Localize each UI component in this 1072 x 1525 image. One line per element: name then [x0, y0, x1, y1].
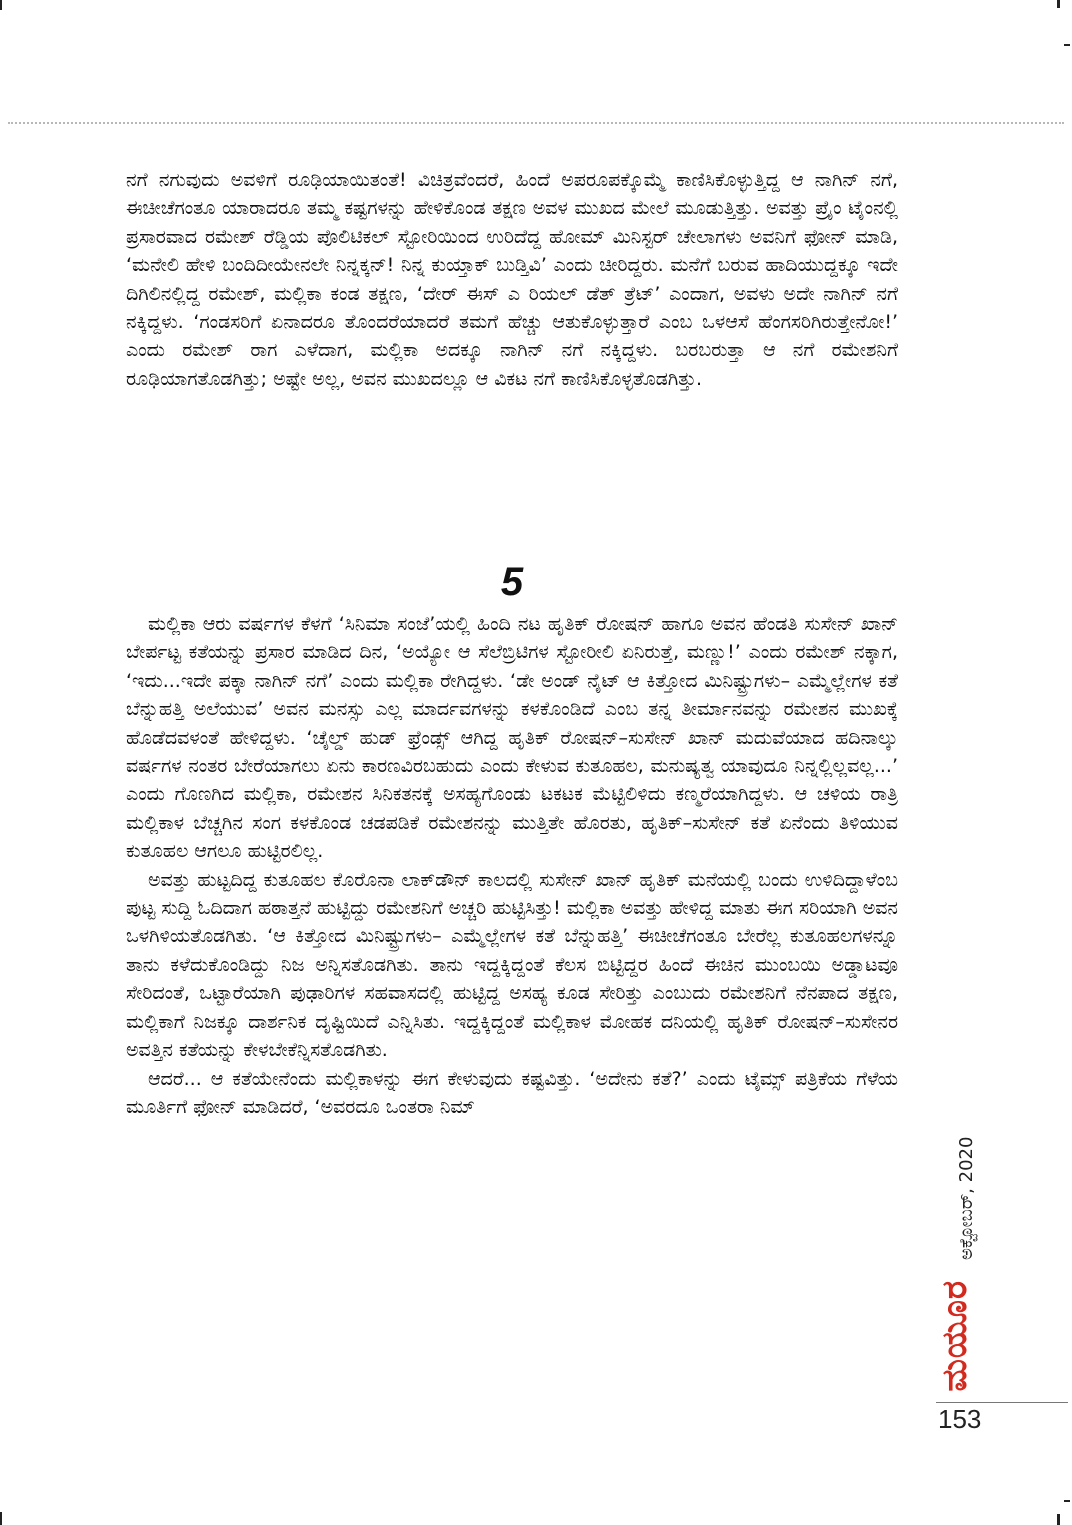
header-dotted-rule — [8, 122, 1064, 124]
crop-mark-right-bottom — [1064, 1500, 1070, 1502]
section-number: 5 — [500, 560, 524, 604]
section-paragraph-1: ಮಲ್ಲಿಕಾ ಆರು ವರ್ಷಗಳ ಕೆಳಗೆ ‘ಸಿನಿಮಾ ಸಂಜೆ’ಯಲ್ಲಿ ಹಿಂದಿ ನಟ ಹೃತಿಕ್ ರೋಷನ್ ಹಾಗೂ ಅವನ ಹೆಂಡತಿ ಸುಸೇನ್ ಖಾನ್ ಬೇರ್ಪಟ್ಟ ಕತೆಯನ್ನು ಪ್ರಸಾರ ಮಾಡಿದ ದಿನ, ‘ಅಯ್ಯೋ ಆ ಸೆಲೆಬ್ರಿಟಿಗಳ ಸ್ಟೋರೀಲಿ ಏನಿರುತ್ತೆ, ಮಣ್ಣು!’ ಎಂದು ರಮೇಶ್ ನಕ್ಕಾಗ, ‘ಇದು...ಇದೇ ಪಕ್ಕಾ ನಾಗಿನ್ ನಗೆ’ ಎಂದು ಮಲ್ಲಿಕಾ ರೇಗಿದ್ದಳು. ‘ಡೇ ಅಂಡ್ ನೈಟ್ ಆ ಕಿತ್ತೋದ ಮಿನಿಷ್ಟ್ರುಗಳು– ಎಮ್ಮೆಲ್ಲೇಗಳ ಕತೆ ಬೆನ್ನುಹತ್ತಿ ಅಲೆಯುವ’ ಅವನ ಮನಸ್ಸು ಎಲ್ಲ ಮಾರ್ದವಗಳನ್ನು ಕಳಕೊಂಡಿದೆ ಎಂಬ ತನ್ನ ತೀರ್ಮಾನವನ್ನು ರಮೇಶನ ಮುಖಕ್ಕೆ ಹೊಡೆದವಳಂತೆ ಹೇಳಿದ್ದಳು. ‘ಚೈಲ್ಡ್ ಹುಡ್ ಫ್ರೆಂಡ್ಸ್ ಆಗಿದ್ದ ಹೃತಿಕ್ ರೋಷನ್–ಸುಸೇನ್ ಖಾನ್ ಮದುವೆಯಾದ ಹದಿನಾಲ್ಕು ವರ್ಷಗಳ ನಂತರ ಬೇರೆಯಾಗಲು ಏನು ಕಾರಣವಿರಬಹುದು ಎಂದು ಕೇಳುವ ಕುತೂಹಲ, ಮನುಷ್ಯತ್ವ ಯಾವುದೂ ನಿನ್ನಲ್ಲಿಲ್ಲವಲ್ಲ...’ ಎಂದು ಗೊಣಗಿದ ಮಲ್ಲಿಕಾ, ರಮೇಶನ ಸಿನಿಕತನಕ್ಕೆ ಅಸಹ್ಯಗೊಂಡು ಟಕಟಕ ಮೆಟ್ಟಿಲಿಳಿದು ಕಣ್ಮರೆಯಾಗಿದ್ದಳು. ಆ ಚಳಿಯ ರಾತ್ರಿ ಮಲ್ಲಿಕಾಳ ಬೆಚ್ಚಗಿನ ಸಂಗ ಕಳಕೊಂಡ ಚಡಪಡಿಕೆ ರಮೇಶನನ್ನು ಮುತ್ತಿತೇ ಹೊರತು, ಹೃತಿಕ್–ಸುಸೇನ್ ಕತೆ ಏನೆಂದು ತಿಳಿಯುವ ಕುತೂಹಲ ಆಗಲೂ ಹುಟ್ಟಿರಲಿಲ್ಲ. — [126, 613, 898, 863]
section-paragraph-2: ಅವತ್ತು ಹುಟ್ಟದಿದ್ದ ಕುತೂಹಲ ಕೊರೊನಾ ಲಾಕ್‌ಡೌನ್ ಕಾಲದಲ್ಲಿ ಸುಸೇನ್ ಖಾನ್ ಹೃತಿಕ್ ಮನೆಯಲ್ಲಿ ಬಂದು ಉಳಿದಿದ್ದಾಳೆಂಬ ಪುಟ್ಟ ಸುದ್ದಿ ಓದಿದಾಗ ಹಠಾತ್ತನೆ ಹುಟ್ಟಿದ್ದು ರಮೇಶನಿಗೆ ಅಚ್ಚರಿ ಹುಟ್ಟಿಸಿತ್ತು! ಮಲ್ಲಿಕಾ ಅವತ್ತು ಹೇಳಿದ್ದ ಮಾತು ಈಗ ಸರಿಯಾಗಿ ಅವನ ಒಳಗಿಳಿಯತೊಡಗಿತು. ‘ಆ ಕಿತ್ತೋದ ಮಿನಿಷ್ಟ್ರುಗಳು– ಎಮ್ಮೆಲ್ಲೇಗಳ ಕತೆ ಬೆನ್ನುಹತ್ತಿ’ ಈಚೀಚೆಗಂತೂ ಬೇರೆಲ್ಲ ಕುತೂಹಲಗಳನ್ನೂ ತಾನು ಕಳೆದುಕೊಂಡಿದ್ದು ನಿಜ ಅನ್ನಿಸತೊಡಗಿತು. ತಾನು ಇದ್ದಕ್ಕಿದ್ದಂತೆ ಕೆಲಸ ಬಿಟ್ಟಿದ್ದರ ಹಿಂದೆ ಈಚಿನ ಮುಂಬಯಿ ಅಡ್ಡಾಟವೂ ಸೇರಿದಂತೆ, ಒಟ್ಟಾರೆಯಾಗಿ ಪುಢಾರಿಗಳ ಸಹವಾಸದಲ್ಲಿ ಹುಟ್ಟಿದ್ದ ಅಸಹ್ಯ ಕೂಡ ಸೇರಿತ್ತು ಎಂಬುದು ರಮೇಶನಿಗೆ ನೆನಪಾದ ತಕ್ಷಣ, ಮಲ್ಲಿಕಾಗೆ ನಿಜಕ್ಕೂ ದಾರ್ಶನಿಕ ದೃಷ್ಟಿಯಿದೆ ಎನ್ನಿಸಿತು. ಇದ್ದಕ್ಕಿದ್ದಂತೆ ಮಲ್ಲಿಕಾಳ ಮೋಹಕ ದನಿಯಲ್ಲಿ ಹೃತಿಕ್ ರೋಷನ್–ಸುಸೇನರ ಅವತ್ತಿನ ಕತೆಯನ್ನು ಕೇಳಬೇಕೆನ್ನಿಸತೊಡಗಿತು. — [126, 868, 898, 1062]
crop-mark-top-left — [0, 0, 2, 10]
magazine-logo: ಮಯೂರ — [935, 1280, 975, 1392]
section-text-block — [126, 610, 898, 1121]
section-paragraph-3: ಆದರೆ... ಆ ಕತೆಯೇನೆಂದು ಮಲ್ಲಿಕಾಳನ್ನು ಈಗ ಕೇಳುವುದು ಕಷ್ಟವಿತ್ತು. ‘ಅದೇನು ಕತೆ?’ ಎಂದು ಟೈಮ್ಸ್ ಪತ್ರಿಕೆಯ ಗೆಳೆಯ ಮೂರ್ತಿಗೆ ಫೋನ್ ಮಾಡಿದರೆ, ‘ಅವರದೂ ಒಂತರಾ ನಿಮ್ — [126, 1067, 898, 1118]
page-number-rule — [936, 1402, 1068, 1403]
top-paragraph: ನಗೆ ನಗುವುದು ಅವಳಿಗೆ ರೂಢಿಯಾಯಿತಂತೆ! ವಿಚಿತ್ರವೆಂದರೆ, ಹಿಂದೆ ಅಪರೂಪಕ್ಕೊಮ್ಮೆ ಕಾಣಿಸಿಕೊಳ್ಳುತ್ತಿದ್ದ ಆ ನಾಗಿನ್ ನಗೆ, ಈಚೀಚೆಗಂತೂ ಯಾರಾದರೂ ತಮ್ಮ ಕಷ್ಟಗಳನ್ನು ಹೇಳಿಕೊಂಡ ತಕ್ಷಣ ಅವಳ ಮುಖದ ಮೇಲೆ ಮೂಡುತ್ತಿತ್ತು. ಅವತ್ತು ಪ್ರೈಂ ಟೈಂನಲ್ಲಿ ಪ್ರಸಾರವಾದ ರಮೇಶ್ ರೆಡ್ಡಿಯ ಪೊಲಿಟಿಕಲ್ ಸ್ಟೋರಿಯಿಂದ ಉರಿದೆದ್ದ ಹೋಮ್ ಮಿನಿಸ್ಟರ್ ಚೇಲಾಗಳು ಅವನಿಗೆ ಫೋನ್ ಮಾಡಿ, ‘ಮನೇಲಿ ಹೇಳಿ ಬಂದಿದೀಯೇನಲೇ ನಿನ್ನಕ್ಕನ್! ನಿನ್ನ ಕುಯ್ತಾಕ್ ಬುಡ್ತಿವಿ’ ಎಂದು ಚೀರಿದ್ದರು. ಮನೆಗೆ ಬರುವ ಹಾದಿಯುದ್ದಕ್ಕೂ ಇದೇ ದಿಗಿಲಿನಲ್ಲಿದ್ದ ರಮೇಶ್, ಮಲ್ಲಿಕಾ ಕಂಡ ತಕ್ಷಣ, ‘ದೇರ್ ಈಸ್ ಎ ರಿಯಲ್ ಡೆತ್ ತ್ರೆಟ್’ ಎಂದಾಗ, ಅವಳು ಅದೇ ನಾಗಿನ್ ನಗೆ ನಕ್ಕಿದ್ದಳು. ‘ಗಂಡಸರಿಗೆ ಏನಾದರೂ ತೊಂದರೆಯಾದರೆ ತಮಗೆ ಹೆಚ್ಚು ಆತುಕೊಳ್ಳುತ್ತಾರೆ ಎಂಬ ಒಳಆಸೆ ಹೆಂಗಸರಿಗಿರುತ್ತೇನೋ!’ ಎಂದು ರಮೇಶ್ ರಾಗ ಎಳೆದಾಗ, ಮಲ್ಲಿಕಾ ಅದಕ್ಕೂ ನಾಗಿನ್ ನಗೆ ನಕ್ಕಿದ್ದಳು. ಬರಬರುತ್ತಾ ಆ ನಗೆ ರಮೇಶನಿಗೆ ರೂಢಿಯಾಗತೊಡಗಿತ್ತು; ಅಷ್ಟೇ ಅಲ್ಲ, ಅವನ ಮುಖದಲ್ಲೂ ಆ ವಿಕಟ ನಗೆ ಕಾಣಿಸಿಕೊಳ್ಳತೊಡಗಿತ್ತು. — [126, 169, 898, 390]
crop-mark-bottom-right — [1057, 1514, 1060, 1525]
crop-mark-top-right — [1057, 0, 1060, 8]
page-number: 153 — [938, 1404, 982, 1434]
crop-mark-right-top — [1064, 44, 1070, 46]
top-text-block — [126, 166, 898, 393]
issue-date: ಅಕ್ಟೋಬರ್, 2020 — [956, 1136, 977, 1260]
crop-mark-bottom-left — [0, 1512, 2, 1525]
